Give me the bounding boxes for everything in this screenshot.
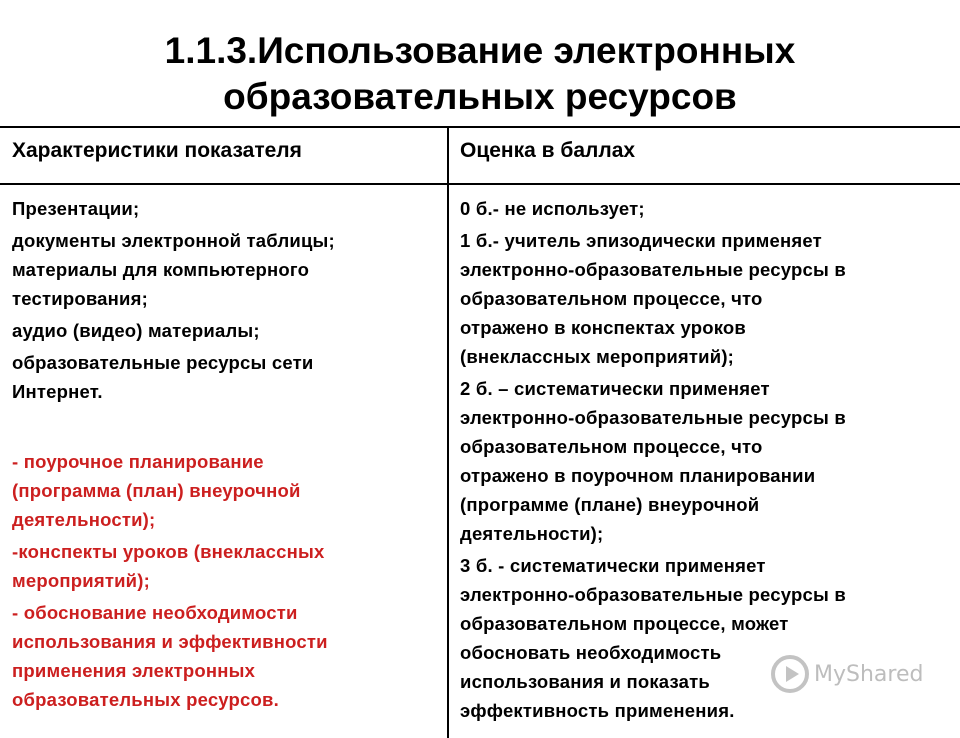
characteristic-item: Презентации; — [12, 198, 140, 219]
title-line-2: образовательных ресурсов — [223, 76, 737, 117]
header-divider — [0, 183, 960, 185]
score-item: 1 б.- учитель эпизодически применяет электронно-образовательные ресурсы в образовательном процессе, что отражено в конспектах уроков (внеклассных мероприятий); — [460, 230, 846, 367]
characteristic-item: документы электронной таблицы; материалы для компьютерного тестирования; — [12, 230, 335, 309]
evidence-item: -конспекты уроков (внеклассных мероприятий); — [12, 541, 325, 591]
title-line-1: 1.1.3.Использование электронных — [164, 30, 796, 71]
score-column — [460, 194, 956, 725]
score-item: 0 б.- не использует; — [460, 198, 645, 219]
evidence-item: - поурочное планирование (программа (план) внеурочной деятельности); — [12, 451, 301, 530]
column-divider — [447, 128, 449, 738]
spacer — [12, 406, 442, 447]
score-item: 2 б. – систематически применяет электронно-образовательные ресурсы в образовательном процессе, что отражено в поурочном планировании (программе (плане) внеурочной деятельности); — [460, 378, 846, 544]
evidence-item: - обоснование необходимости использования и эффективности применения электронных образовательных ресурсов. — [12, 602, 328, 710]
characteristic-item: образовательные ресурсы сети Интернет. — [12, 352, 314, 402]
page-title — [0, 28, 960, 120]
header-score: Оценка в баллах — [460, 139, 636, 162]
play-logo-icon — [770, 654, 810, 694]
characteristic-item: аудио (видео) материалы; — [12, 320, 260, 341]
header-characteristics: Характеристики показателя — [12, 139, 302, 162]
characteristics-column — [12, 194, 442, 714]
score-item: 3 б. - систематически применяет электронно-образовательные ресурсы в образовательном процессе, может обосновать необходимость использования и показать эффективность применения. — [460, 555, 846, 721]
watermark — [770, 652, 923, 696]
watermark-text: MyShared — [814, 661, 924, 687]
criteria-table — [0, 126, 960, 736]
